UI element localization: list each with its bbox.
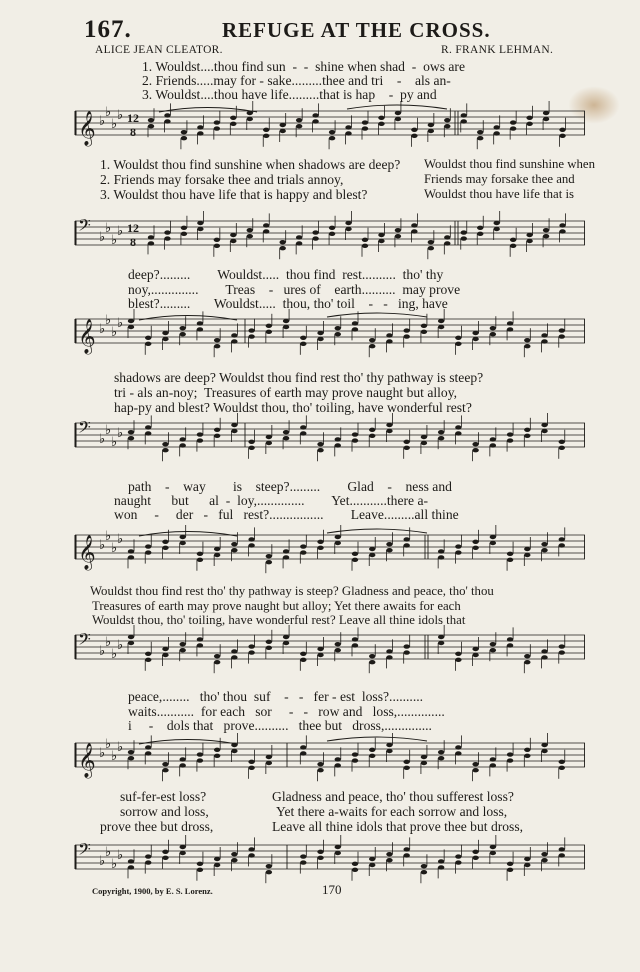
hymn-number: 167.	[84, 16, 132, 43]
treble-staff-drawing	[75, 313, 585, 354]
svg-text:♭: ♭	[117, 316, 124, 331]
lyric-line: suf-fer-est loss?	[120, 789, 207, 804]
lyric-line: won - der - ful rest?................ Leave.........all thine	[114, 507, 459, 522]
treble-staff	[75, 737, 585, 778]
svg-text:𝄢: 𝄢	[78, 215, 91, 239]
lyric-line: i - dols that prove.......... thee but dross,..............	[128, 718, 432, 733]
svg-text:♭: ♭	[117, 740, 124, 755]
svg-text:♭: ♭	[105, 635, 112, 650]
copyright-notice: Copyright, 1900, by E. S. Lorenz.	[92, 886, 213, 896]
svg-text:𝄞: 𝄞	[78, 743, 96, 778]
svg-text:♭: ♭	[111, 435, 118, 450]
svg-text:12: 12	[127, 221, 139, 235]
page-number: 170	[322, 882, 342, 897]
svg-text:♭: ♭	[105, 313, 112, 328]
bass-staff-drawing	[75, 629, 585, 662]
lyric-line: hap-py and blest? Wouldst thou, tho' toiling, have wonderful rest?	[114, 400, 472, 415]
treble-staff	[75, 105, 585, 146]
lyric-line: Gladness and peace, tho' thou sufferest loss?	[272, 789, 514, 804]
lyric-line: path - way is steep?......... Glad - ness and	[128, 479, 452, 494]
composer-credit: R. FRANK LEHMAN.	[441, 44, 554, 56]
lyric-line: 2. Friends may forsake thee and trials annoy,	[100, 172, 344, 187]
treble-staff-drawing	[75, 737, 585, 778]
svg-text:♭: ♭	[105, 423, 112, 438]
lyric-line: peace,........ tho' thou suf - - fer - est loss?..........	[128, 689, 424, 704]
svg-text:♭: ♭	[99, 432, 106, 447]
lyric-line: waits........... for each sor - - row and loss,..............	[128, 704, 445, 719]
svg-text:♭: ♭	[105, 737, 112, 752]
lyric-line: 1. Wouldst thou find sunshine when shadows are deep?	[100, 157, 401, 172]
treble-staff	[75, 313, 585, 354]
treble-staff-drawing	[75, 105, 585, 146]
lyric-line: naught but al - loy,.............. Yet...........there a-	[114, 493, 429, 508]
svg-text:8: 8	[130, 125, 136, 139]
svg-text:12: 12	[127, 111, 139, 125]
svg-text:𝄞: 𝄞	[78, 319, 96, 354]
svg-text:𝄢: 𝄢	[78, 629, 91, 653]
lyric-line: Friends may forsake thee and	[424, 172, 575, 186]
svg-text:♭: ♭	[105, 529, 112, 544]
svg-text:♭: ♭	[111, 233, 118, 248]
author-credit: ALICE JEAN CLEATOR.	[95, 44, 223, 56]
svg-text:♭: ♭	[105, 221, 112, 236]
lyric-line: Wouldst thou have life that is	[424, 187, 575, 201]
svg-text:♭: ♭	[99, 746, 106, 761]
svg-text:𝄢: 𝄢	[78, 839, 91, 863]
svg-text:♭: ♭	[99, 538, 106, 553]
lyric-line: Treasures of earth may prove naught but alloy; Yet there awaits for each	[92, 599, 461, 613]
svg-text:♭: ♭	[99, 644, 106, 659]
svg-text:♭: ♭	[111, 647, 118, 662]
lyric-line: prove thee but dross,	[100, 819, 214, 834]
svg-text:𝄞: 𝄞	[78, 111, 96, 146]
lyric-line: shadows are deep? Wouldst thou find rest tho' thy pathway is steep?	[114, 370, 484, 385]
lyric-line: 3. Wouldst....thou have life.........that is hap - py and	[142, 87, 437, 102]
svg-text:♭: ♭	[111, 749, 118, 764]
svg-text:𝄞: 𝄞	[78, 535, 96, 570]
svg-text:♭: ♭	[99, 854, 106, 869]
svg-text:♭: ♭	[117, 224, 124, 239]
lyric-line: 2. Friends.....may for - sake.........thee and tri - als an-	[142, 73, 451, 88]
lyric-line: sorrow and loss,	[120, 804, 209, 819]
svg-text:8: 8	[130, 235, 136, 249]
lyric-line: tri - als an-noy; Treasures of earth may prove naught but alloy,	[114, 385, 458, 400]
svg-text:♭: ♭	[117, 848, 124, 863]
svg-text:♭: ♭	[99, 230, 106, 245]
hymn-title: REFUGE AT THE CROSS.	[222, 18, 491, 42]
svg-text:♭: ♭	[117, 638, 124, 653]
svg-text:♭: ♭	[111, 541, 118, 556]
bass-staff	[75, 417, 585, 450]
bass-staff	[75, 629, 585, 662]
lyric-line: Leave all thine idols that prove thee but dross,	[272, 819, 524, 834]
bass-staff	[75, 215, 585, 249]
svg-text:♭: ♭	[117, 532, 124, 547]
lyric-line: 3. Wouldst thou have life that is happy and blest?	[100, 187, 368, 202]
svg-text:♭: ♭	[99, 322, 106, 337]
svg-text:♭: ♭	[99, 114, 106, 129]
lyric-line: Wouldst thou find rest tho' thy pathway is steep? Gladness and peace, tho' thou	[90, 584, 494, 598]
lyric-line: Yet there a-waits for each sorrow and loss,	[276, 804, 508, 819]
svg-text:♭: ♭	[111, 857, 118, 872]
svg-text:𝄢: 𝄢	[78, 417, 91, 441]
treble-staff-drawing	[75, 529, 585, 570]
lyric-line: deep?......... Wouldst..... thou find rest.......... tho' thy	[128, 267, 444, 282]
bass-staff-drawing	[75, 417, 585, 450]
svg-text:♭: ♭	[117, 426, 124, 441]
svg-text:♭: ♭	[111, 325, 118, 340]
lyric-line: Wouldst thou find sunshine when	[424, 157, 596, 171]
bass-staff	[75, 839, 585, 872]
treble-staff	[75, 529, 585, 570]
bass-staff-drawing	[75, 215, 585, 249]
bass-staff-drawing	[75, 839, 585, 872]
lyric-line: Wouldst thou, tho' toiling, have wonderful rest? Leave all thine idols that	[92, 613, 466, 627]
lyric-line: 1. Wouldst....thou find sun - - shine when shad - ows are	[142, 59, 465, 74]
lyric-line: blest?......... Wouldst..... thou, tho' toil - - ing, have	[128, 296, 448, 311]
svg-text:♭: ♭	[105, 105, 112, 120]
svg-text:♭: ♭	[105, 845, 112, 860]
svg-text:♭: ♭	[111, 117, 118, 132]
svg-text:♭: ♭	[117, 108, 124, 123]
lyric-line: noy,.............. Treas - ures of earth.......... may prove	[128, 282, 461, 297]
